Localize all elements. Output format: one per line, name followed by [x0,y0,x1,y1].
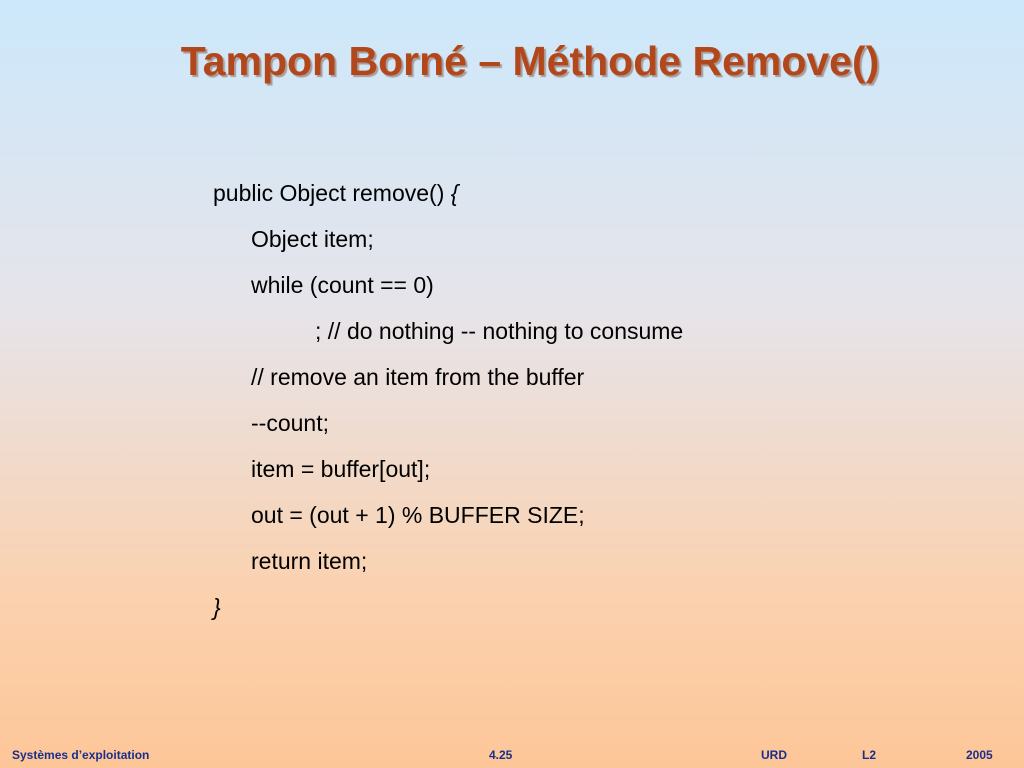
footer-institution: URD [761,748,787,762]
code-signature-text: public Object remove() [213,180,451,206]
code-line-return: return item; [251,548,368,574]
footer-level: L2 [862,748,877,762]
code-close-brace: } [213,594,221,620]
code-line-empty-statement: ; // do nothing -- nothing to consume [315,318,684,344]
code-line-signature [213,172,683,218]
code-block [213,172,683,632]
code-line-decrement: --count; [251,410,329,436]
code-line-comment: // remove an item from the buffer [251,364,585,390]
code-open-brace: { [450,180,459,206]
footer-year: 2005 [966,748,993,762]
slide-title: Tampon Borné – Méthode Remove() [180,38,880,84]
code-line-declaration: Object item; [251,226,374,252]
code-line-assign-item: item = buffer[out]; [251,456,431,482]
code-line-while: while (count == 0) [251,272,434,298]
footer-page-number: 4.25 [489,748,513,762]
footer-course: Systèmes d’exploitation [12,748,150,762]
code-line-update-out: out = (out + 1) % BUFFER SIZE; [251,502,585,528]
